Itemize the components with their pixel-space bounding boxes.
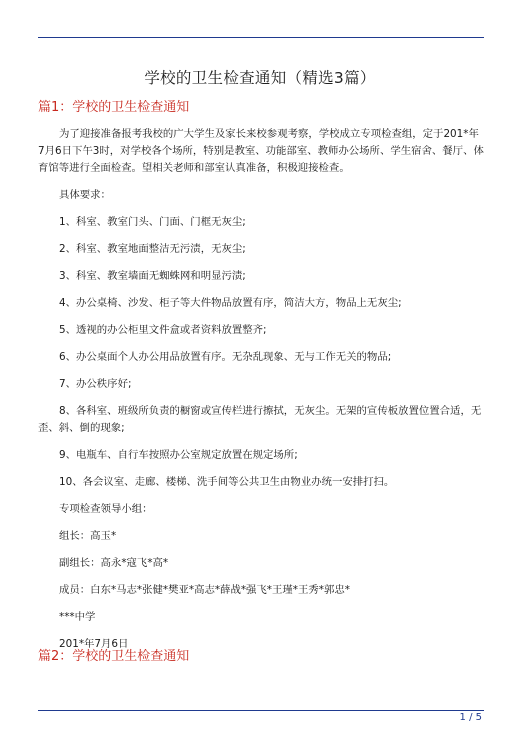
school-name: ***中学 (59, 611, 96, 623)
document-body (38, 126, 484, 663)
document-title: 学校的卫生检查通知（精选3篇） (144, 69, 376, 87)
header-rule (38, 37, 484, 38)
members: 成员：白东*马志*张健*樊亚*高志*薛战*强飞*王瑾*王秀*郭忠* (59, 584, 350, 596)
list-item: 4、办公桌椅、沙发、柜子等大件物品放置有序，简洁大方，物品上无灰尘; (59, 297, 402, 309)
section-heading-2: 篇2：学校的卫生检查通知 (38, 649, 190, 664)
footer-rule (38, 710, 484, 711)
list-item: 3、科室、教室墙面无蜘蛛网和明显污渍; (59, 270, 246, 282)
list-item: 8、各科室、班级所负责的橱窗或宣传栏进行擦拭，无灰尘。无架的宣传板放置位置合适，无歪、斜、倒的现象; (38, 405, 482, 434)
list-item: 9、电瓶车、自行车按照办公室规定放置在规定场所; (59, 449, 298, 461)
list-item: 5、透视的办公柜里文件盒或者资料放置整齐; (59, 324, 267, 336)
section-heading-1: 篇1：学校的卫生检查通知 (38, 100, 190, 115)
list-item: 7、办公秩序好; (59, 378, 132, 390)
requirements-label: 具体要求： (59, 189, 111, 201)
list-item: 2、科室、教室地面整洁无污渍，无灰尘; (59, 243, 246, 255)
leaders-label: 专项检查领导小组： (59, 503, 153, 515)
vice-leader: 副组长：高永*寇飞*高* (59, 557, 169, 569)
page-number: 1 / 5 (459, 712, 482, 723)
leader: 组长：高玉* (59, 530, 117, 542)
intro-paragraph: 为了迎接准备报考我校的广大学生及家长来校参观考察，学校成立专项检查组，定于201*年7月6日下午3时，对学校各个场所，特别是教室、功能部室、教师办公场所、学生宿舍、餐厅、体育馆等进行全面检查。望相关老师和部室认真准备，积极迎接检查。 (38, 128, 484, 174)
issue-date: 201*年7月6日 (59, 638, 129, 650)
list-item: 6、办公桌面个人办公用品放置有序。无杂乱现象、无与工作无关的物品; (59, 351, 392, 363)
list-item: 1、科室、教室门头、门面、门框无灰尘; (59, 216, 246, 228)
list-item: 10、各会议室、走廊、楼梯、洗手间等公共卫生由物业办统一安排打扫。 (59, 476, 395, 488)
